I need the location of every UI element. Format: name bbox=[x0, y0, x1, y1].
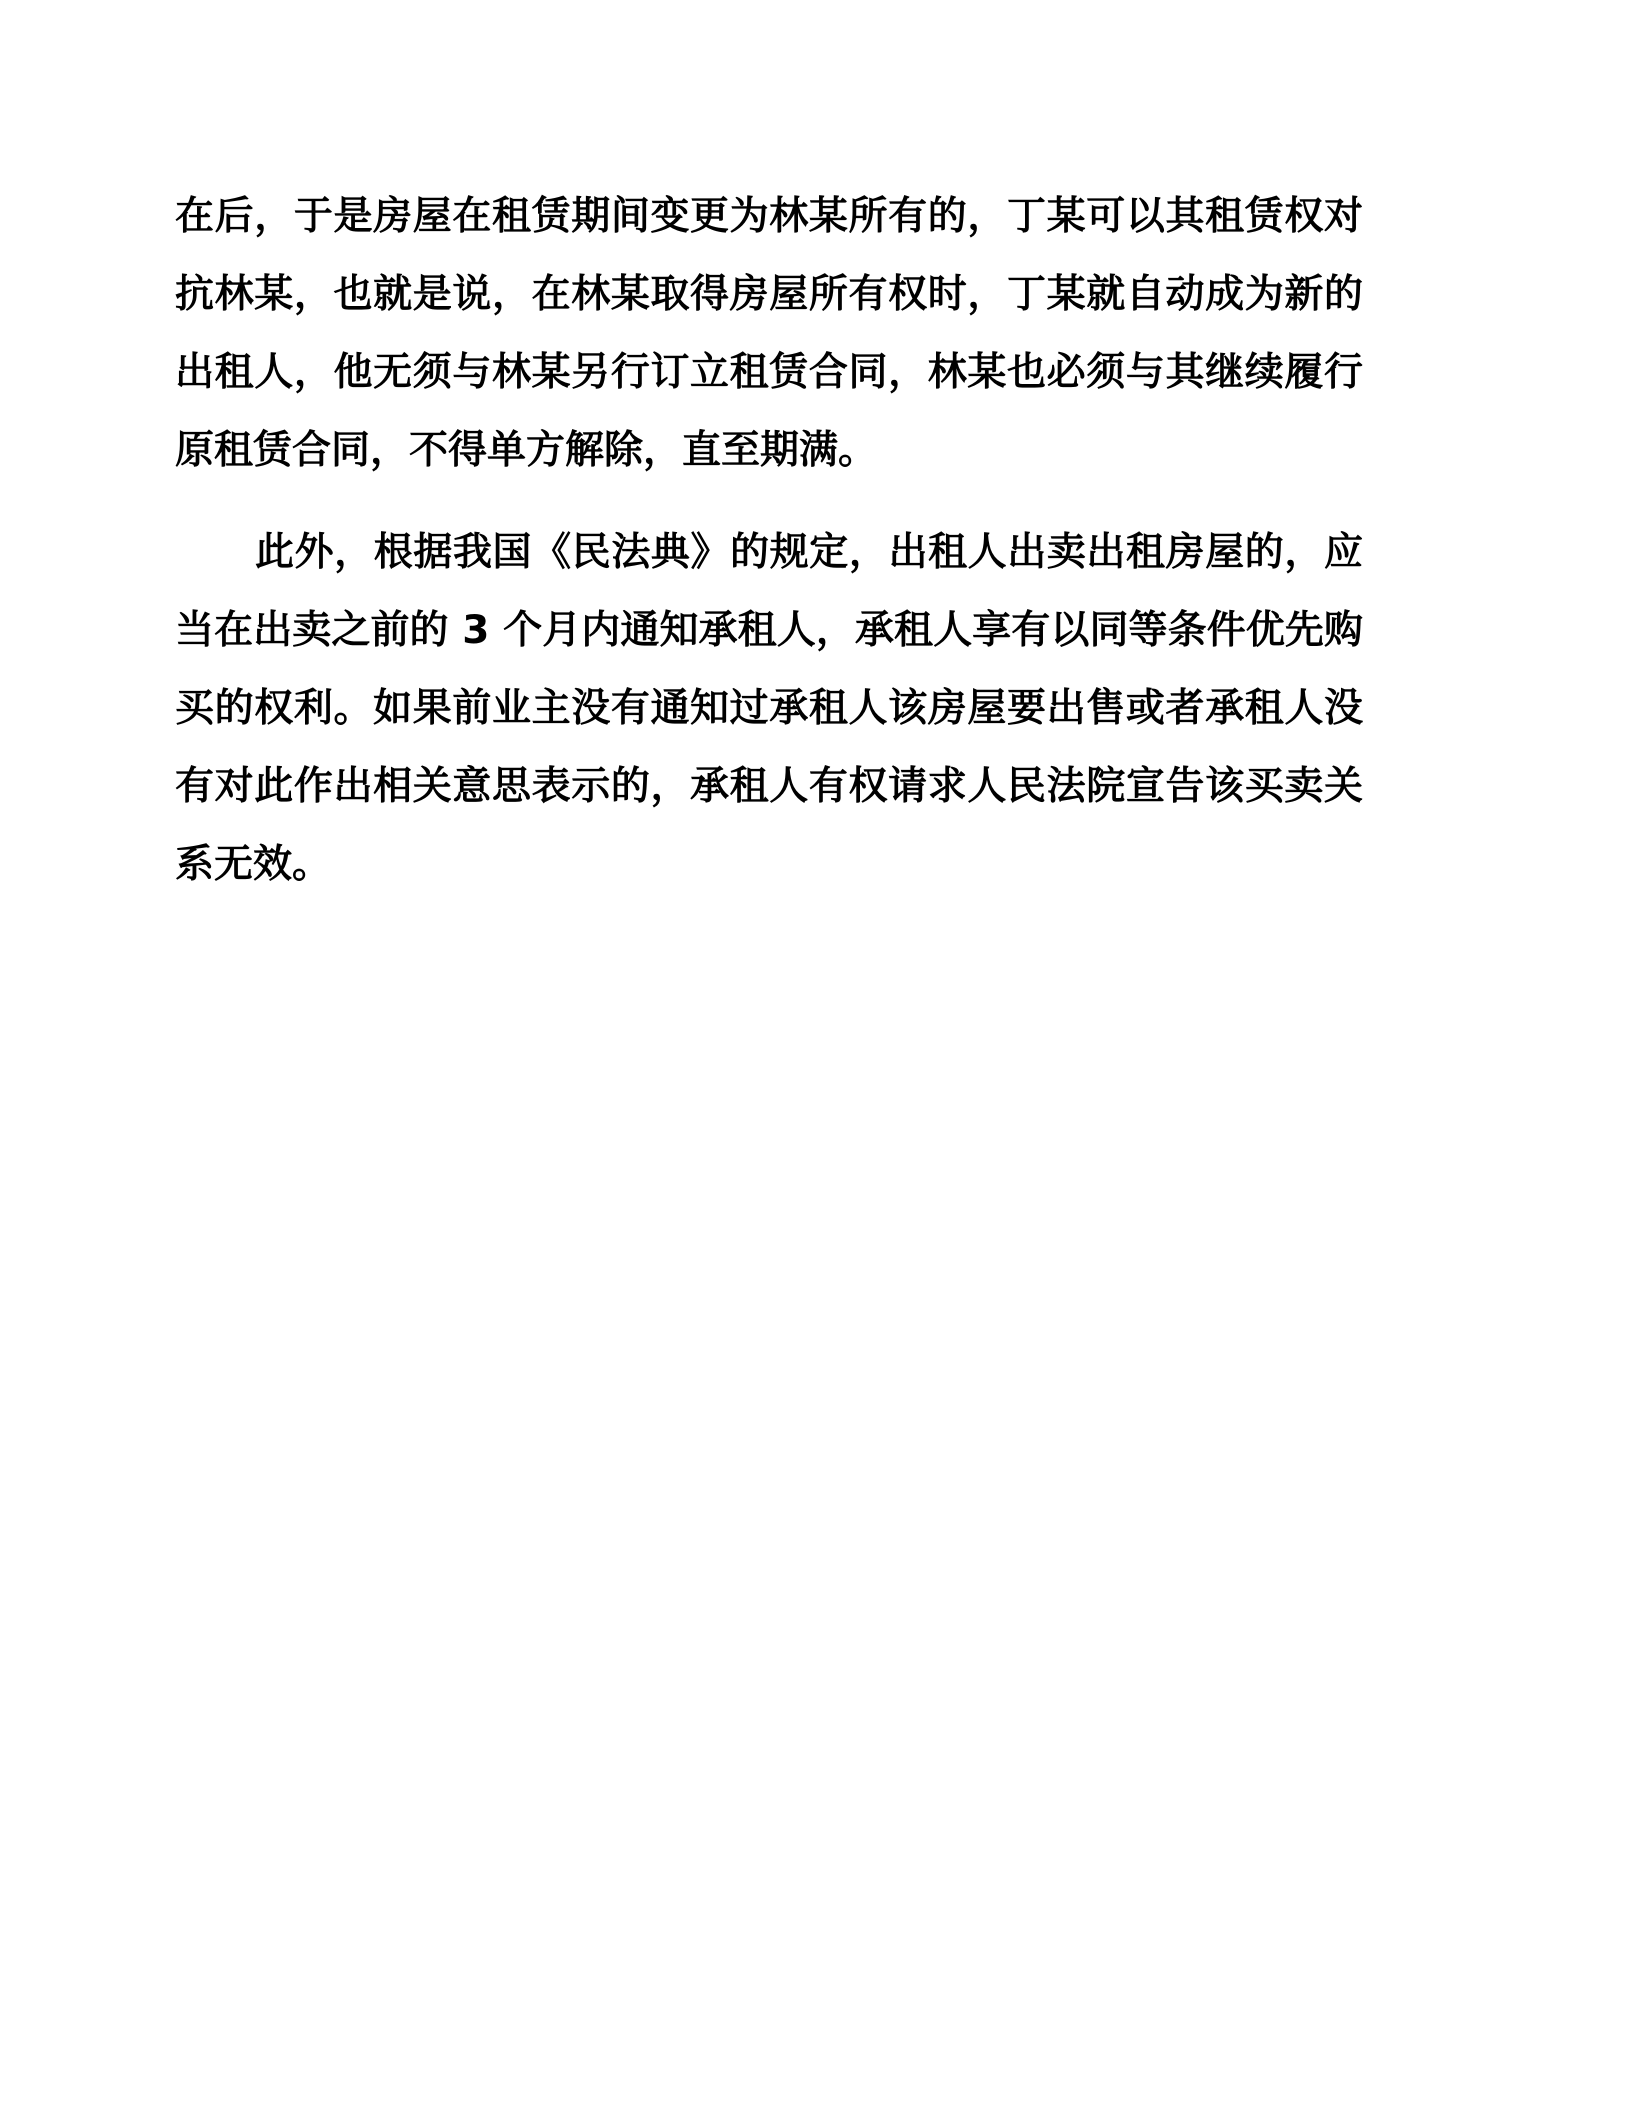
paragraph bbox=[175, 178, 1363, 490]
text-line: 抗林某，也就是说，在林某取得房屋所有权时，丁某就自动成为新的 bbox=[175, 272, 1363, 317]
text-line: 出租人，他无须与林某另行订立租赁合同，林某也必须与其继续履行 bbox=[175, 350, 1363, 395]
text-line: 系无效。 bbox=[175, 842, 332, 887]
text-line: 此外，根据我国《民法典》的规定，出租人出卖出租房屋的，应 bbox=[255, 530, 1363, 575]
text-line: 原租赁合同，不得单方解除，直至期满。 bbox=[175, 428, 878, 473]
text-line: 有对此作出相关意思表示的，承租人有权请求人民法院宣告该买卖关 bbox=[175, 764, 1363, 809]
text-line: 买的权利。如果前业主没有通知过承租人该房屋要出售或者承租人没 bbox=[175, 686, 1363, 731]
text-line: 当在出卖之前的 3 个月内通知承租人，承租人享有以同等条件优先购 bbox=[175, 608, 1363, 653]
text-block bbox=[175, 178, 1363, 904]
paragraph bbox=[175, 514, 1363, 904]
text-line: 在后，于是房屋在租赁期间变更为林某所有的，丁某可以其租赁权对 bbox=[175, 194, 1363, 239]
